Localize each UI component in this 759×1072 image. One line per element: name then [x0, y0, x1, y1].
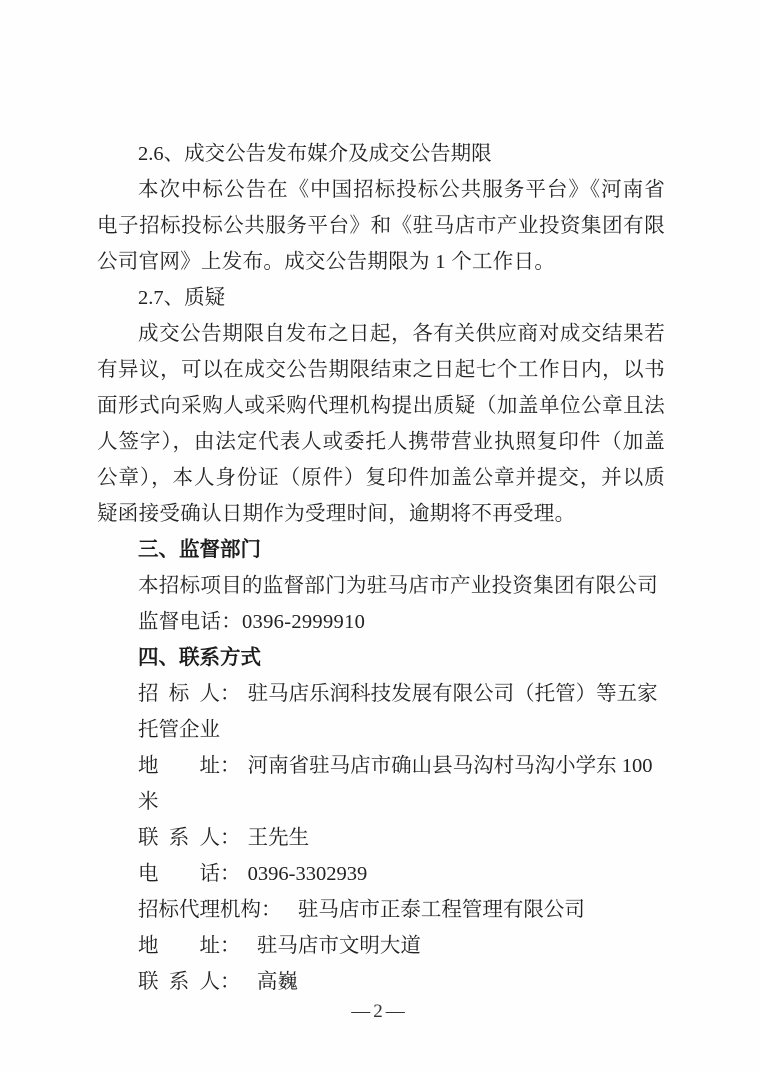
contact-label: 招标人 — [138, 683, 220, 705]
section-2-7-heading: 2.7、质疑 — [138, 287, 226, 309]
contact-row-tenderer — [97, 676, 665, 748]
section-2-6-heading: 2.6、成交公告发布媒介及成交公告期限 — [138, 143, 492, 165]
colon: ： — [220, 827, 241, 849]
colon: ： — [220, 755, 241, 777]
contact-value: 驻马店市文明大道 — [256, 935, 421, 957]
page-number: —2— — [351, 1001, 408, 1022]
section-3-heading: 三、监督部门 — [138, 538, 261, 561]
colon: ： — [220, 863, 241, 885]
section-4-heading: 四、联系方式 — [138, 646, 261, 669]
colon: ： — [220, 971, 241, 993]
contact-label: 电话 — [138, 863, 220, 885]
contact-value: 河南省驻马店市确山县马沟村马沟小学东 100 米 — [138, 755, 653, 813]
contact-label: 地址 — [138, 935, 220, 957]
contact-value: 高巍 — [256, 971, 298, 993]
contact-row-contact-person — [97, 820, 665, 856]
section-2-7-paragraph: 成交公告期限自发布之日起，各有关供应商对成交结果若有异议，可以在成交公告期限结束之日起七个工作日内，以书面形式向采购人或采购代理机构提出质疑（加盖单位公章且法人签字），由法定代表人或委托人携带营业执照复印件（加盖公章），本人身份证（原件）复印件加盖公章并提交，并以质疑函接受确认日期作为受理时间，逾期将不再受理。 — [97, 323, 665, 525]
contact-row-address — [97, 748, 665, 820]
section-2-6-paragraph: 本次中标公告在《中国招标投标公共服务平台》《河南省电子招标投标公共服务平台》和《驻马店市产业投资集团有限公司官网》上发布。成交公告期限为 1 个工作日。 — [97, 179, 665, 273]
contact-label: 联系人 — [138, 971, 220, 993]
contact-label: 联系人 — [138, 827, 220, 849]
colon: ： — [220, 935, 241, 957]
contact-label: 地址 — [138, 755, 220, 777]
contact-value: 驻马店市正泰工程管理有限公司 — [297, 899, 585, 921]
supervision-department-line: 本招标项目的监督部门为驻马店市产业投资集团有限公司 — [138, 575, 658, 597]
contact-value: 0396-3302939 — [247, 863, 368, 885]
contact-value: 驻马店乐润科技发展有限公司（托管）等五家托管企业 — [138, 683, 658, 741]
colon: ： — [220, 683, 241, 705]
contact-value: 王先生 — [247, 827, 310, 849]
contact-label: 招标代理机构 — [138, 899, 261, 921]
contact-row-agency-address — [97, 928, 665, 964]
contact-row-agency-contact-person — [97, 964, 665, 1000]
supervision-phone-line: 监督电话：0396-2999910 — [138, 611, 366, 633]
colon: ： — [261, 899, 282, 921]
contact-row-phone — [97, 856, 665, 892]
contact-row-agency — [97, 892, 665, 928]
